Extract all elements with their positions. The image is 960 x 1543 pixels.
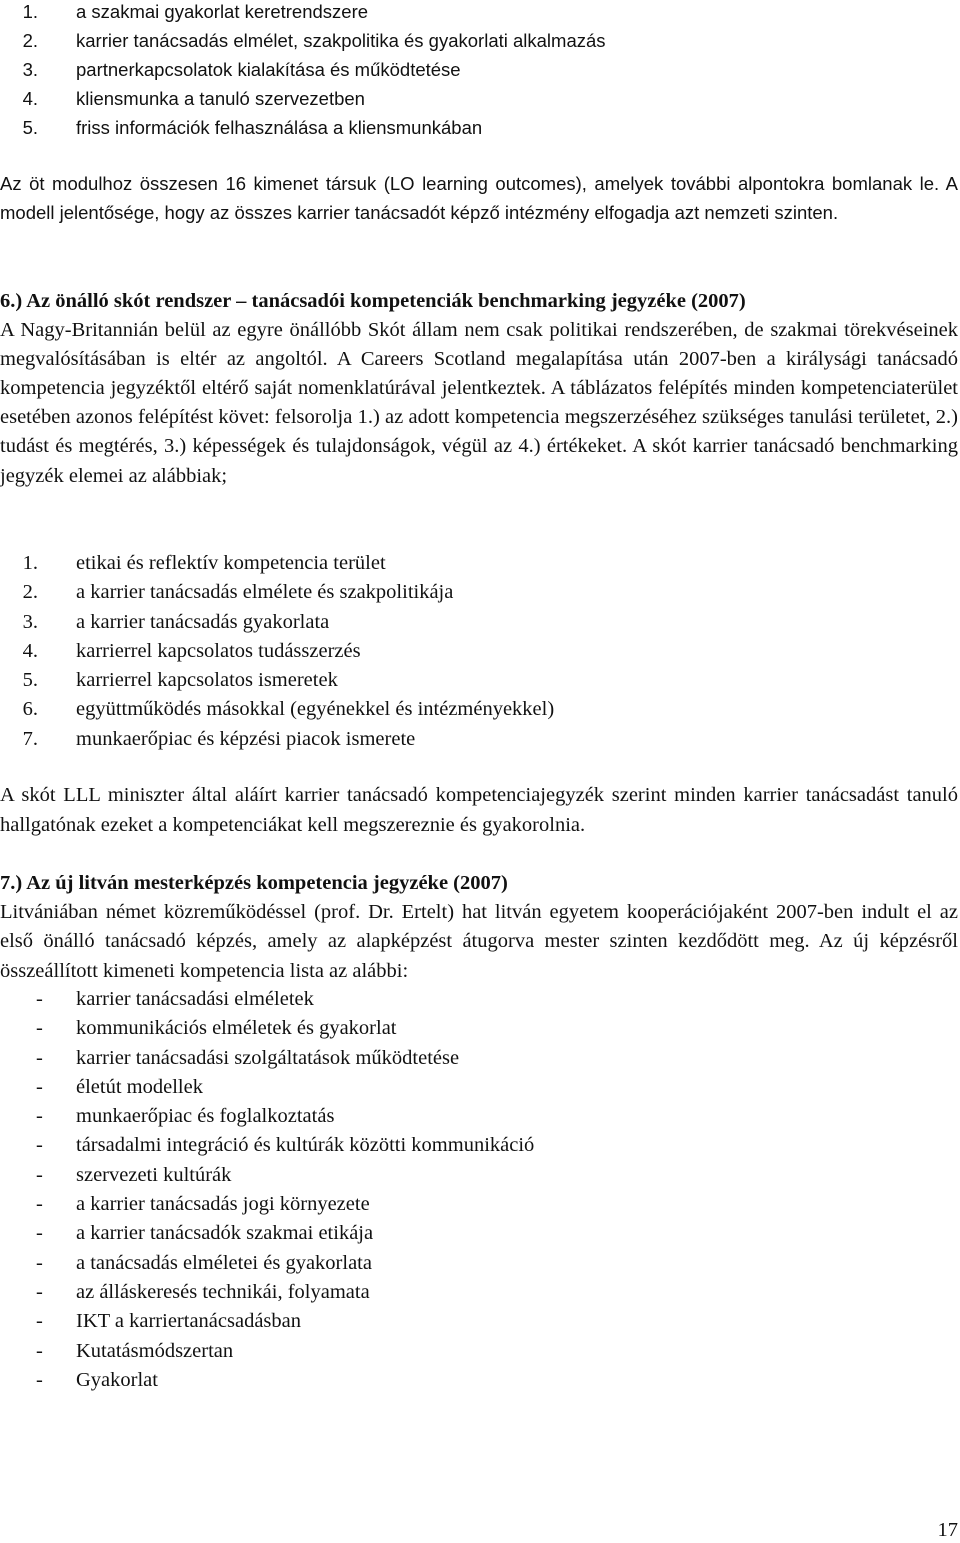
list-item (0, 1014, 960, 1043)
list-item (0, 549, 960, 578)
list-number: 2. (22, 30, 38, 51)
dash-bullet: - (36, 1193, 43, 1216)
list-item (0, 1337, 960, 1366)
dash-bullet: - (36, 1163, 43, 1186)
list-item (0, 116, 960, 145)
list-text: karrierrel kapcsolatos tudásszerzés (76, 639, 361, 662)
list-text: Gyakorlat (76, 1368, 158, 1391)
paragraph-text: Az öt modulhoz összesen 16 kimenet társuk (LO learning outcomes), amelyek további alpontokra bomlanak le. A modell jelentősége, hogy az összes karrier tanácsadót képző intézmény elfogadja azt nemzeti szinten. (0, 173, 958, 223)
list-item (0, 1161, 960, 1190)
list-text: kliensmunka a tanuló szervezetben (76, 88, 365, 109)
list-number: 5. (22, 117, 38, 138)
lll-paragraph (0, 781, 958, 840)
list-text: életút modellek (76, 1075, 203, 1098)
list-text: munkaerőpiac és képzési piacok ismerete (76, 727, 416, 750)
section-7 (0, 869, 958, 986)
dash-bullet: - (36, 1222, 43, 1245)
list-item (0, 695, 960, 724)
list-text: az álláskeresés technikái, folyamata (76, 1280, 370, 1303)
list-item (0, 1131, 960, 1160)
section-6-heading: 6.) Az önálló skót rendszer – tanácsadói kompetenciák benchmarking jegyzéke (2007) (0, 290, 746, 312)
list-text: etikai és reflektív kompetencia terület (76, 552, 386, 574)
module-list (0, 0, 960, 145)
dash-bullet: - (36, 1017, 43, 1040)
scottish-competency-list (0, 549, 960, 754)
list-number: 3. (22, 610, 38, 633)
list-text: partnerkapcsolatok kialakítása és működtetése (76, 59, 461, 80)
list-text: Kutatásmódszertan (76, 1339, 234, 1362)
list-text: karrier tanácsadási elméletek (76, 988, 314, 1010)
list-text: kommunikációs elméletek és gyakorlat (76, 1017, 397, 1040)
list-text: munkaerőpiac és foglalkoztatás (76, 1105, 335, 1128)
list-number: 3. (22, 59, 38, 80)
dash-bullet: - (36, 1339, 43, 1362)
list-item (0, 637, 960, 666)
list-item (0, 578, 960, 607)
list-text: a szakmai gyakorlat keretrendszere (76, 1, 369, 22)
list-item (0, 1249, 960, 1278)
dash-bullet: - (36, 1105, 43, 1128)
list-text: friss információk felhasználása a kliensmunkában (76, 117, 483, 138)
list-text: a karrier tanácsadás gyakorlata (76, 610, 330, 633)
list-item (0, 1219, 960, 1248)
page-number: 17 (937, 1519, 958, 1541)
dash-bullet: - (36, 1134, 43, 1157)
dash-bullet: - (36, 1075, 43, 1098)
lithuanian-competency-list (0, 985, 960, 1395)
section-7-heading: 7.) Az új litván mesterképzés kompetencia jegyzéke (2007) (0, 872, 508, 894)
list-text: IKT a karriertanácsadásban (76, 1310, 301, 1333)
list-item (0, 1102, 960, 1131)
list-item (0, 1307, 960, 1336)
dash-bullet: - (36, 1046, 43, 1069)
list-text: a karrier tanácsadók szakmai etikája (76, 1222, 374, 1245)
list-text: szervezeti kultúrák (76, 1163, 232, 1186)
list-item (0, 1073, 960, 1102)
list-item (0, 1190, 960, 1219)
list-number: 1. (22, 552, 38, 574)
list-number: 5. (22, 669, 38, 692)
paragraph-text: A skót LLL miniszter által aláírt karrier tanácsadó kompetenciajegyzék szerint minden karrier tanácsadást tanuló hallgatónak ezeket a kompetenciákat kell megszereznie és gyakorolnia. (0, 784, 958, 836)
list-number: 4. (22, 88, 38, 109)
dash-bullet: - (36, 1368, 43, 1391)
dash-bullet: - (36, 988, 43, 1010)
list-item (0, 0, 960, 29)
list-text: a karrier tanácsadás jogi környezete (76, 1193, 370, 1216)
list-text: a tanácsadás elméletei és gyakorlata (76, 1251, 372, 1274)
list-text: karrierrel kapcsolatos ismeretek (76, 669, 338, 692)
section-6-body: A Nagy-Britannián belül az egyre önállóbb Skót állam nem csak politikai rendszerében, de szakmai törekvéseinek megvalósításában is eltér az angoltól. A Careers Scotland megalapítása után 2007-ben a királysági tanácsadó kompetencia jegyzéktől eltérő saját nomenklatúrával jelentkeztek. A táblázatos felépítés minden kompetenciaterület esetében azonos felépítést követ: felsorolja 1.) az adott kompetencia megszerzéséhez szükséges tanulási területet, 2.) tudást és megtérés, 3.) képességek és tulajdonságok, végül az 4.) értékeket. A skót karrier tanácsadó benchmarking jegyzék elemei az alábbiak; (0, 319, 958, 487)
dash-bullet: - (36, 1251, 43, 1274)
list-item (0, 608, 960, 637)
section-6 (0, 287, 958, 491)
list-text: karrier tanácsadás elmélet, szakpolitika és gyakorlati alkalmazás (76, 30, 606, 51)
list-item (0, 725, 960, 754)
list-item (0, 29, 960, 58)
list-text: együttműködés másokkal (egyénekkel és intézményekkel) (76, 698, 555, 721)
list-number: 1. (22, 1, 38, 22)
list-item (0, 1044, 960, 1073)
list-number: 4. (22, 639, 38, 662)
list-item (0, 666, 960, 695)
section-7-body: Litvániában német közreműködéssel (prof. Dr. Ertelt) hat litván egyetem kooperációjaként 2007-ben indult el az első önálló tanácsadó képzés, amely az alapképzést átugorva mester szinten kezdődött meg. Az új képzésről összeállított kimeneti kompetencia lista az alábbi: (0, 901, 958, 982)
list-number: 2. (22, 581, 38, 604)
list-item (0, 1278, 960, 1307)
modules-paragraph (0, 169, 958, 227)
dash-bullet: - (36, 1310, 43, 1333)
list-text: karrier tanácsadási szolgáltatások működtetése (76, 1046, 460, 1069)
list-item (0, 1366, 960, 1395)
list-number: 6. (22, 698, 38, 721)
list-number: 7. (22, 727, 38, 750)
list-item (0, 58, 960, 87)
list-text: társadalmi integráció és kultúrák közötti kommunikáció (76, 1134, 535, 1157)
list-item (0, 87, 960, 116)
dash-bullet: - (36, 1280, 43, 1303)
list-text: a karrier tanácsadás elmélete és szakpolitikája (76, 581, 454, 604)
list-item (0, 985, 960, 1014)
